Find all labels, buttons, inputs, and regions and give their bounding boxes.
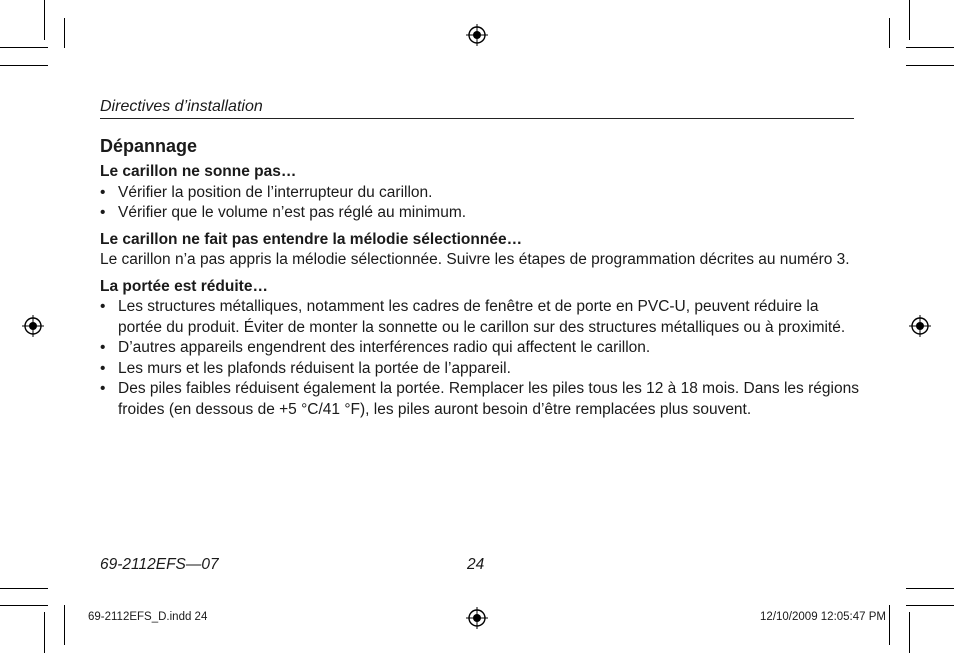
registration-mark-icon [466,607,488,629]
list-item: • Vérifier que le volume n’est pas réglé au minimum. [100,203,860,224]
header-title: Directives d’installation [100,98,263,115]
troubleshooting-section [100,134,860,420]
registration-mark-icon [466,24,488,46]
list-item: • Les structures métalliques, notamment les cadres de fenêtre et de porte en PVC-U, peuvent réduire la portée du produit. Éviter de monter la sonnette ou le carillon sur des structures métalliques ou à proximité. [100,297,860,338]
registration-mark-icon [909,315,931,337]
list-item: • D’autres appareils engendrent des interférences radio qui affectent le carillon. [100,338,860,359]
slug-datetime: 12/10/2009 12:05:47 PM [760,611,886,623]
crop-mark [0,588,48,589]
crop-mark [64,605,65,645]
crop-mark [44,612,45,653]
crop-mark [0,605,48,606]
block-heading: Le carillon ne sonne pas… [100,163,297,180]
crop-mark [889,605,890,645]
slug-filename: 69-2112EFS_D.indd 24 [88,611,208,623]
list-item: • Vérifier la position de l’interrupteur du carillon. [100,183,860,204]
doc-number: 69-2112EFS—07 [100,556,219,573]
block-heading: La portée est réduite… [100,277,268,295]
crop-mark [906,605,954,606]
bullet-list [100,297,860,420]
running-header [100,98,854,119]
list-item: • Les murs et les plafonds réduisent la portée de l’appareil. [100,359,860,380]
block-heading: Le carillon ne fait pas entendre la mélodie sélectionnée… [100,230,523,248]
crop-mark [889,18,890,48]
crop-mark [906,47,954,48]
crop-mark [906,65,954,66]
list-item: • Des piles faibles réduisent également la portée. Remplacer les piles tous les 12 à 18 mois. Dans les régions froides (en dessous de +5 °C/41 °F), les piles auront besoin d’être remplacées plus souvent. [100,379,860,420]
crop-mark [0,65,48,66]
section-title: Dépannage [100,136,198,156]
crop-mark [44,0,45,40]
registration-mark-icon [22,315,44,337]
block-paragraph: Le carillon n’a pas appris la mélodie sélectionnée. Suivre les étapes de programmation décrites au numéro 3. [100,251,850,268]
crop-mark [906,588,954,589]
crop-mark [909,612,910,653]
crop-mark [0,47,48,48]
crop-mark [64,18,65,48]
crop-mark [909,0,910,40]
bullet-list [100,183,860,224]
page-number: 24 [467,556,485,573]
